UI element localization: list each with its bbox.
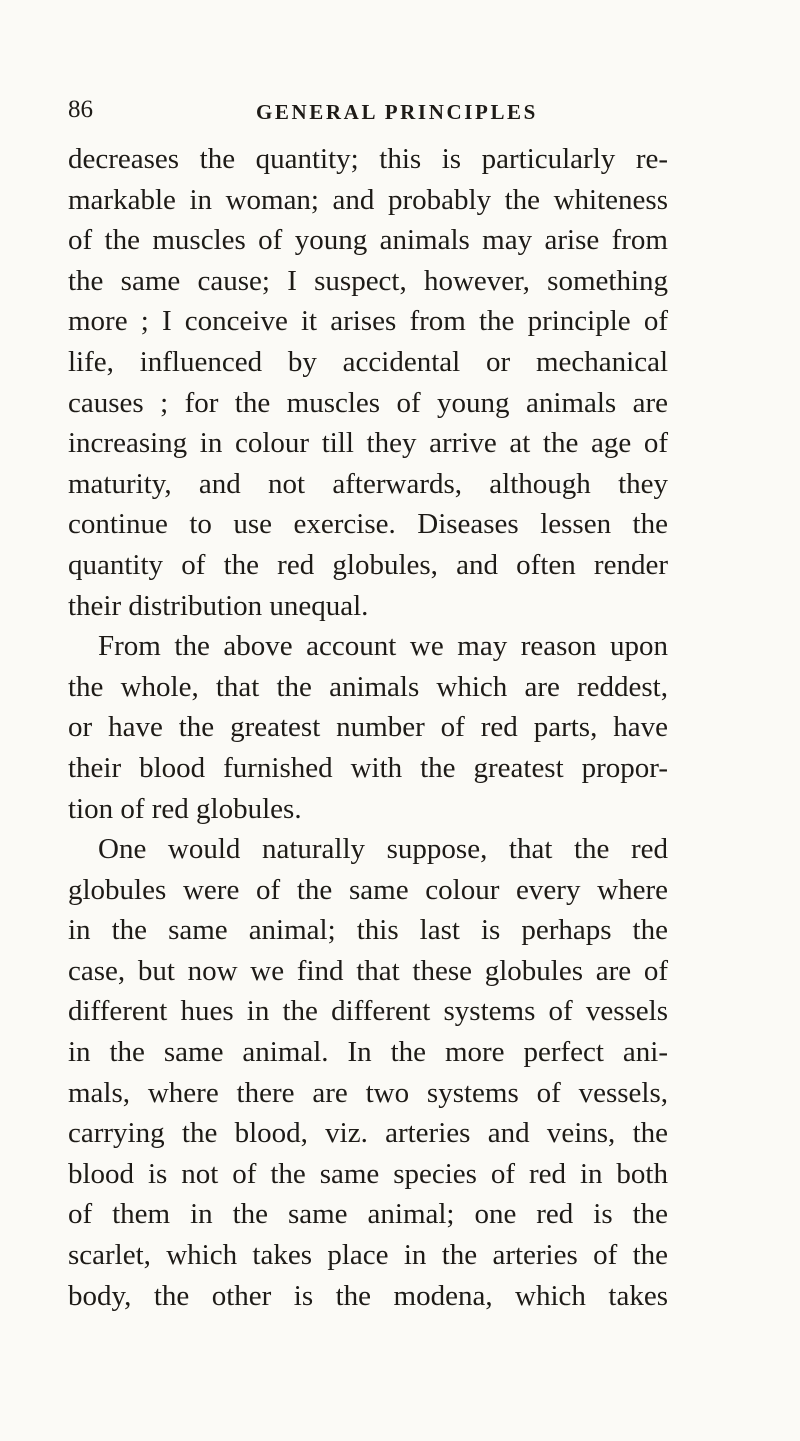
text-line: maturity, and not afterwards, although they xyxy=(68,467,668,500)
text-line: markable in woman; and probably the whiteness xyxy=(68,183,668,216)
text-line: increasing in colour till they arrive at the age of xyxy=(68,427,668,460)
text-line: of them in the same animal; one red is the xyxy=(68,1198,668,1231)
text-line: scarlet, which takes place in the arteries of the xyxy=(68,1239,668,1272)
text-line: the whole, that the animals which are reddest, xyxy=(68,670,668,703)
text-line: in the same animal. In the more perfect ani- xyxy=(68,1036,668,1069)
text-line: From the above account we may reason upon xyxy=(98,630,668,663)
text-line: of the muscles of young animals may arise from xyxy=(68,224,668,257)
text-line: mals, where there are two systems of vessels, xyxy=(68,1076,668,1109)
text-line: One would naturally suppose, that the red xyxy=(98,833,668,866)
text-line: case, but now we find that these globules are of xyxy=(68,954,668,987)
text-line: blood is not of the same species of red in both xyxy=(68,1157,668,1190)
text-line: their distribution unequal. xyxy=(68,589,369,622)
text-line: more ; I conceive it arises from the principle of xyxy=(68,305,668,338)
text-line: quantity of the red globules, and often render xyxy=(68,548,668,581)
text-line: tion of red globules. xyxy=(68,792,302,825)
running-title: GENERAL PRINCIPLES xyxy=(256,100,538,124)
text-line: their blood furnished with the greatest propor- xyxy=(68,751,668,784)
text-line: globules were of the same colour every where xyxy=(68,873,668,906)
running-head xyxy=(68,95,668,135)
body-text xyxy=(68,139,668,1316)
text-line: life, influenced by accidental or mechanical xyxy=(68,345,668,378)
text-line: the same cause; I suspect, however, something xyxy=(68,264,668,297)
text-line: carrying the blood, viz. arteries and veins, the xyxy=(68,1117,668,1150)
text-line: different hues in the different systems of vessels xyxy=(68,995,668,1028)
text-line: body, the other is the modena, which takes xyxy=(68,1279,668,1312)
text-line: causes ; for the muscles of young animals are xyxy=(68,386,668,419)
text-line: decreases the quantity; this is particularly re- xyxy=(68,143,668,175)
text-line: continue to use exercise. Diseases lessen the xyxy=(68,508,668,541)
page-number: 86 xyxy=(68,96,93,123)
text-line: in the same animal; this last is perhaps the xyxy=(68,914,668,947)
text-line: or have the greatest number of red parts, have xyxy=(68,711,668,744)
